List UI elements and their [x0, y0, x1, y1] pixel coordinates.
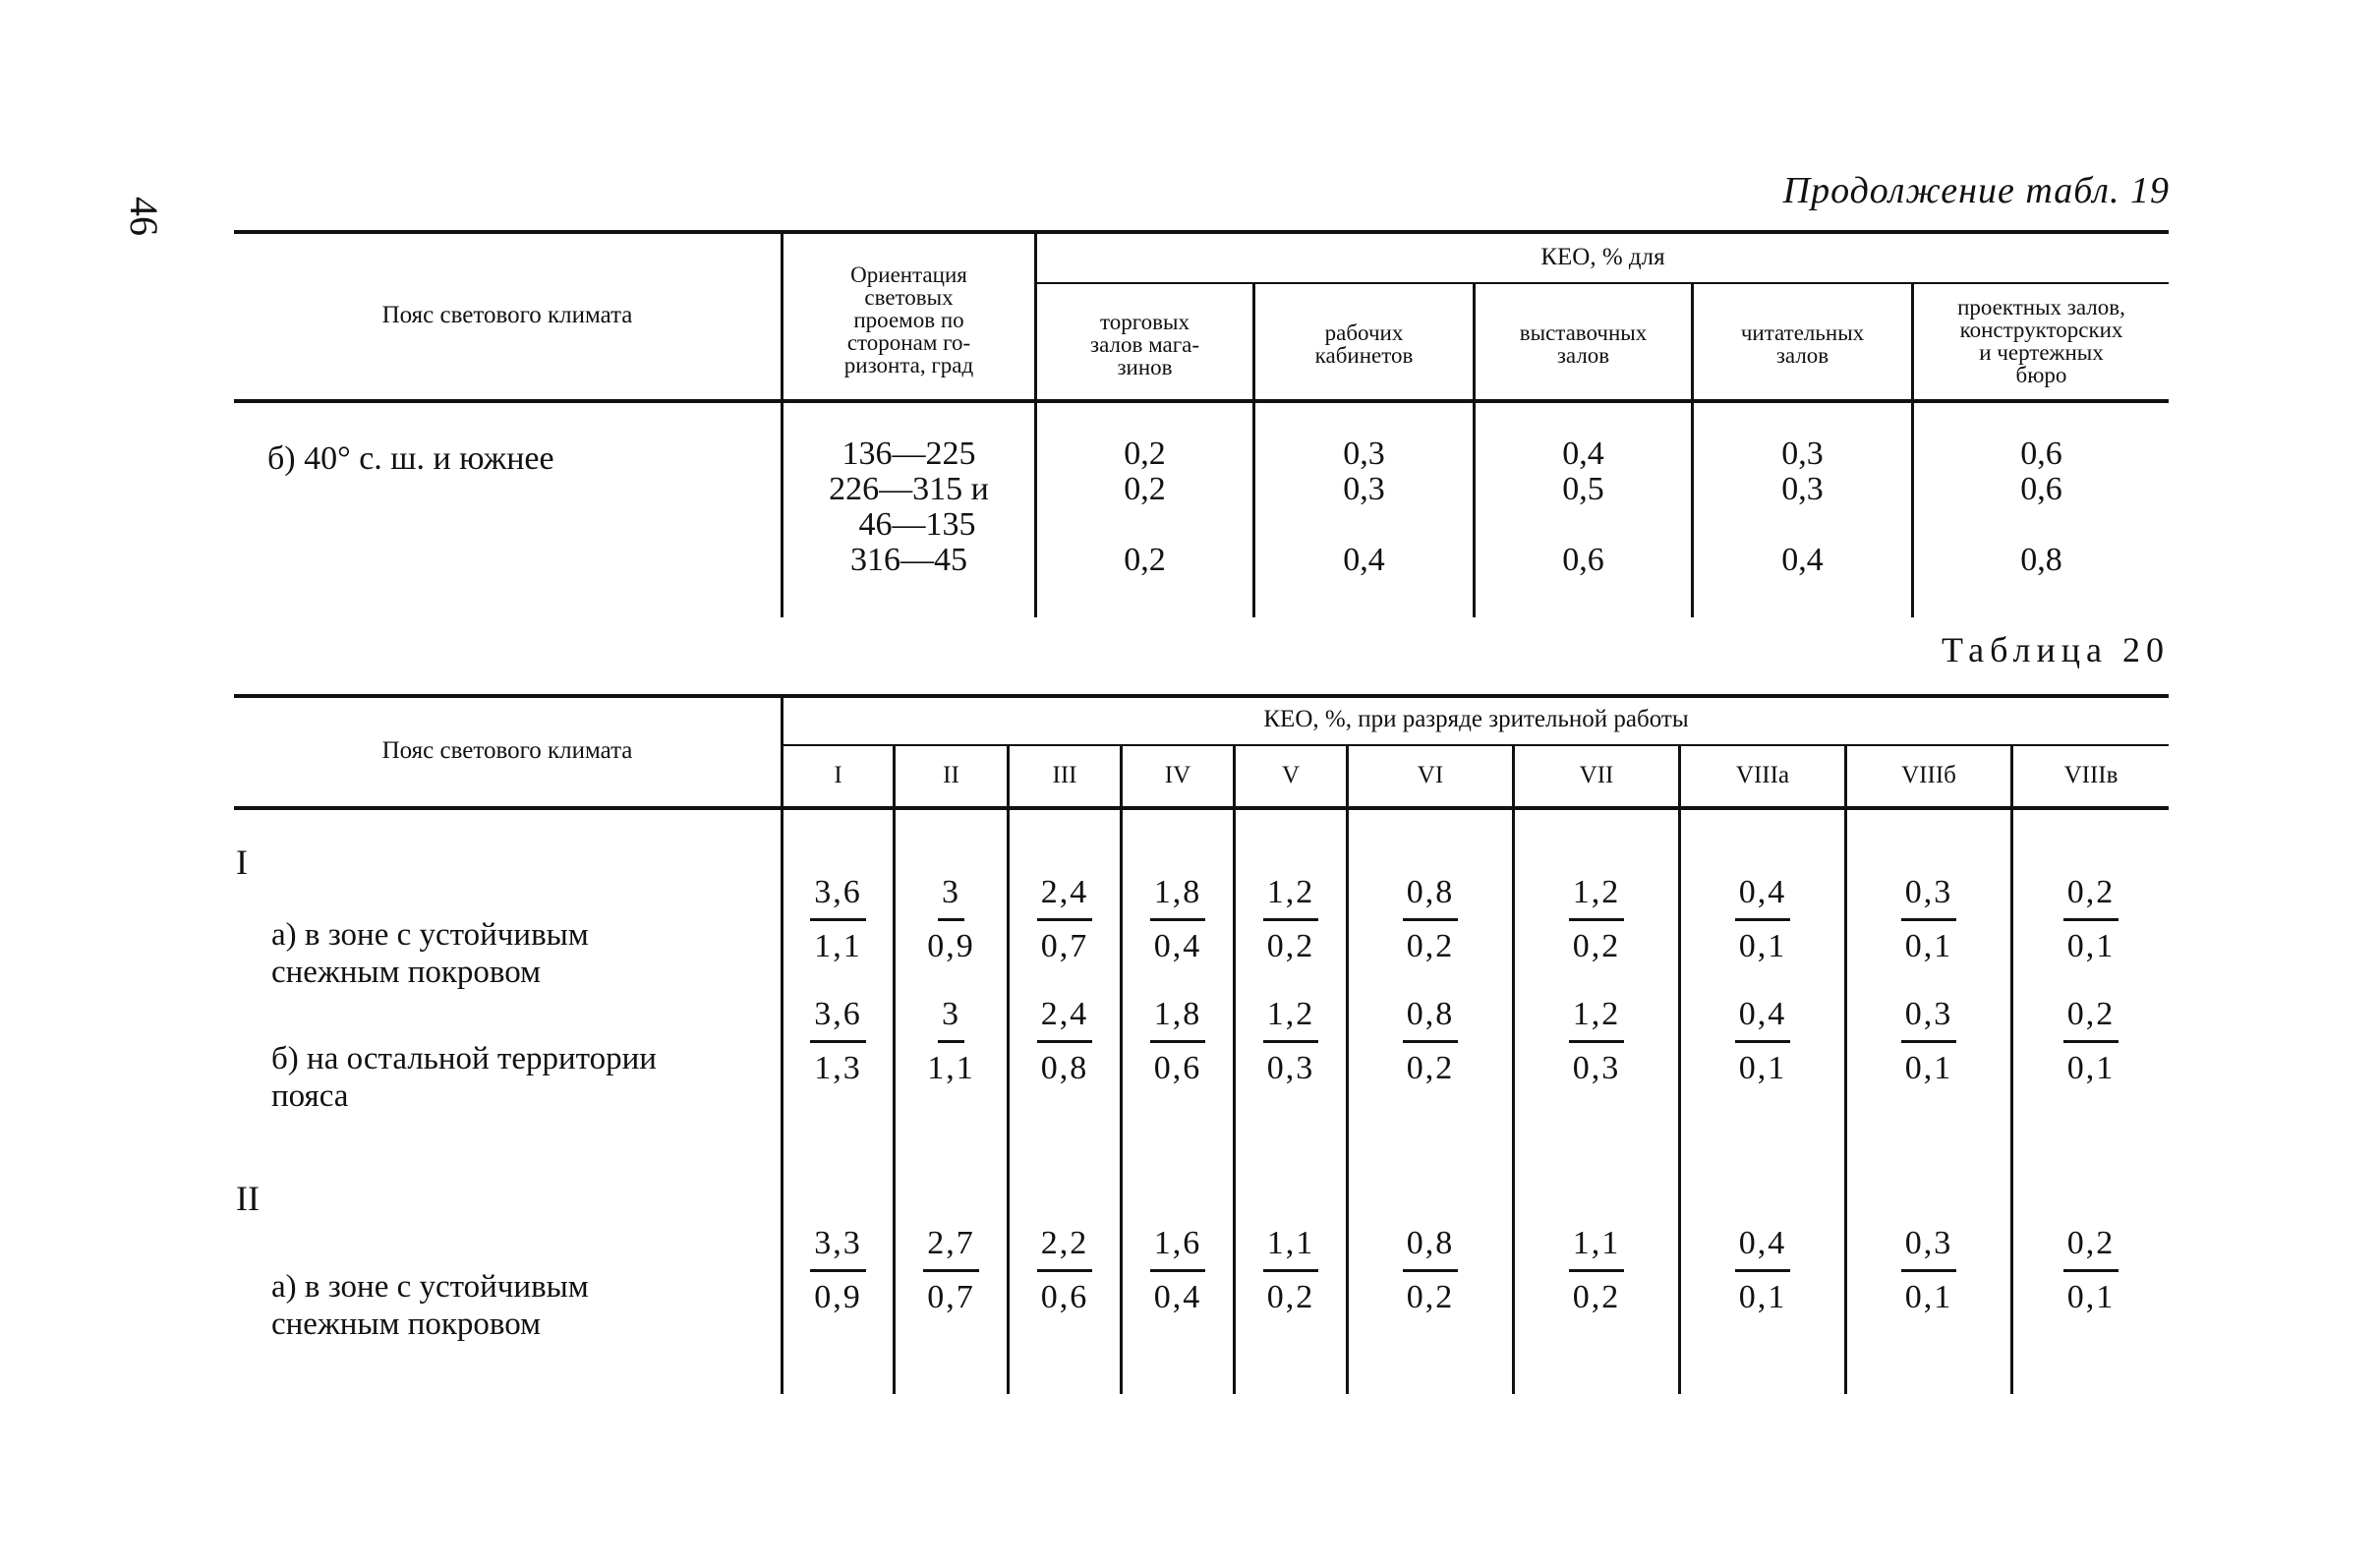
fraction-numerator: 0,3: [1901, 995, 1957, 1043]
fraction-cell: [896, 1224, 1007, 1317]
fraction-cell: [1010, 1224, 1120, 1317]
fraction-denominator: 0,2: [1406, 928, 1455, 964]
fraction-denominator: 0,6: [1153, 1050, 1202, 1086]
fraction-denominator: 0,3: [1572, 1050, 1621, 1086]
fraction-cell: [1681, 1224, 1844, 1317]
table19-header-belt: Пояс светового климата: [381, 301, 633, 328]
table20-group-label: I: [236, 842, 248, 882]
header-line: конструкторских: [1959, 318, 2123, 342]
table19-header-orientation: [784, 246, 1034, 393]
fraction-numerator: 1,1: [1263, 1224, 1319, 1272]
fraction-numerator: 0,4: [1735, 1224, 1791, 1272]
fraction-numerator: 3: [938, 873, 964, 921]
fraction-cell: [784, 873, 893, 966]
header-line: торговых: [1100, 309, 1190, 334]
orientation-line: сторонам го-: [846, 329, 971, 355]
fraction-cell: [1349, 1224, 1512, 1317]
table19-header-keo-group: КЕО, % для: [1540, 243, 1665, 270]
fraction-denominator: 0,2: [1406, 1050, 1455, 1086]
fraction-denominator: 1,1: [814, 928, 862, 964]
table19-header-col-exhibition: [1476, 295, 1691, 393]
fraction-numerator: 0,4: [1735, 873, 1791, 921]
table20-header-col-VI: VI: [1417, 761, 1444, 788]
fraction-cell: [1123, 873, 1233, 966]
fraction-denominator: 0,1: [2066, 1279, 2116, 1315]
fraction-denominator: 1,3: [814, 1050, 862, 1086]
fraction-denominator: 0,2: [1266, 928, 1315, 964]
continuation-title: Продолжение табл. 19: [1782, 170, 2170, 211]
fraction-denominator: 0,9: [814, 1279, 862, 1315]
fraction-denominator: 0,2: [1266, 1279, 1315, 1315]
row-text-line: пояса: [271, 1078, 349, 1114]
page-number: 46: [122, 197, 166, 236]
table20-row-text: [271, 1268, 753, 1343]
fraction-cell: [896, 995, 1007, 1088]
table19-header-col-offices: [1255, 295, 1473, 393]
fraction-cell: [1847, 995, 2010, 1088]
fraction-numerator: 0,2: [2063, 1224, 2119, 1272]
orientation-line: ризонта, град: [843, 352, 974, 377]
fraction-cell: [2013, 873, 2169, 966]
fraction-numerator: 2,7: [923, 1224, 979, 1272]
header-line: бюро: [2015, 363, 2067, 387]
header-line: залов мага-: [1090, 331, 1199, 357]
fraction-denominator: 0,1: [1738, 1279, 1787, 1315]
table20-header-col-IV: IV: [1164, 761, 1191, 788]
fraction-numerator: 1,6: [1150, 1224, 1206, 1272]
table20-group-label: II: [236, 1179, 260, 1218]
fraction-numerator: 1,2: [1569, 873, 1625, 921]
fraction-cell: [1236, 873, 1346, 966]
orientation-line: световых: [864, 284, 954, 310]
table20-header-keo-group: КЕО, %, при разряде зрительной работы: [1263, 705, 1689, 732]
table20-header-col-VIIIv: VIIIв: [2063, 761, 2119, 788]
table20-row-text: [271, 916, 753, 991]
fraction-numerator: 0,2: [2063, 873, 2119, 921]
fraction-numerator: 1,2: [1569, 995, 1625, 1043]
fraction-denominator: 0,2: [1406, 1279, 1455, 1315]
fraction-numerator: 1,8: [1150, 873, 1206, 921]
row-text-line: снежным покровом: [271, 1307, 542, 1342]
table20-row-text: [271, 1040, 753, 1115]
table19-row-orientation: 136—225 226—315 и 46—135 316—45: [829, 436, 989, 578]
fraction-cell: [1349, 995, 1512, 1088]
fraction-cell: [1123, 995, 1233, 1088]
fraction-cell: [1515, 873, 1678, 966]
table20-header-rule: [234, 806, 2169, 810]
fraction-cell: [1236, 1224, 1346, 1317]
row-text-line: б) на остальной территории: [271, 1041, 657, 1076]
table19-row-value: 0,3 0,3 0,4: [1781, 436, 1824, 578]
table20-header-col-VIIIa: VIIIа: [1735, 761, 1790, 788]
fraction-cell: [1010, 995, 1120, 1088]
header-line: рабочих: [1324, 320, 1404, 345]
table19-group-rule: [1034, 282, 2169, 284]
fraction-denominator: 0,2: [1572, 928, 1621, 964]
fraction-denominator: 0,1: [1738, 1050, 1787, 1086]
fraction-cell: [1847, 1224, 2010, 1317]
table20-header-col-VII: VII: [1579, 761, 1614, 788]
fraction-cell: [1847, 873, 2010, 966]
table19-row-value: 0,4 0,5 0,6: [1562, 436, 1604, 578]
fraction-numerator: 0,3: [1901, 1224, 1957, 1272]
table19-row-value: 0,2 0,2 0,2: [1124, 436, 1166, 578]
fraction-denominator: 0,4: [1153, 1279, 1202, 1315]
header-line: залов: [1775, 343, 1829, 368]
fraction-denominator: 0,2: [1572, 1279, 1621, 1315]
fraction-denominator: 0,1: [2066, 1050, 2116, 1086]
fraction-cell: [1123, 1224, 1233, 1317]
table19-header-col-design: [1914, 285, 2169, 397]
fraction-denominator: 0,1: [1738, 928, 1787, 964]
fraction-numerator: 2,4: [1037, 873, 1093, 921]
fraction-numerator: 0,8: [1403, 995, 1459, 1043]
fraction-denominator: 0,1: [1904, 1050, 1953, 1086]
fraction-numerator: 3,3: [810, 1224, 866, 1272]
fraction-numerator: 0,8: [1403, 873, 1459, 921]
fraction-numerator: 3,6: [810, 873, 866, 921]
fraction-numerator: 0,3: [1901, 873, 1957, 921]
fraction-numerator: 2,2: [1037, 1224, 1093, 1272]
fraction-denominator: 0,8: [1040, 1050, 1089, 1086]
fraction-numerator: 1,2: [1263, 995, 1319, 1043]
table20-header-col-I: I: [834, 761, 842, 788]
table20-header-belt: Пояс светового климата: [381, 736, 633, 764]
header-line: зинов: [1117, 354, 1173, 379]
fraction-cell: [1681, 873, 1844, 966]
table19-header-col-reading: [1694, 295, 1911, 393]
fraction-cell: [1010, 873, 1120, 966]
table20-title: Таблица 20: [1942, 630, 2170, 669]
fraction-numerator: 1,1: [1569, 1224, 1625, 1272]
fraction-numerator: 2,4: [1037, 995, 1093, 1043]
fraction-cell: [1681, 995, 1844, 1088]
fraction-denominator: 0,7: [1040, 928, 1089, 964]
table19-row-value: 0,3 0,3 0,4: [1343, 436, 1385, 578]
table19-row-belt: б) 40° с. ш. и южнее: [267, 440, 554, 477]
fraction-numerator: 3: [938, 995, 964, 1043]
table20-header-col-V: V: [1281, 761, 1301, 788]
fraction-numerator: 1,8: [1150, 995, 1206, 1043]
header-line: читательных: [1740, 320, 1865, 345]
orientation-line: проемов по: [853, 307, 964, 332]
fraction-cell: [1515, 995, 1678, 1088]
row-text-line: снежным покровом: [271, 955, 542, 990]
fraction-denominator: 0,4: [1153, 928, 1202, 964]
fraction-cell: [1515, 1224, 1678, 1317]
fraction-cell: [2013, 1224, 2169, 1317]
fraction-cell: [1349, 873, 1512, 966]
fraction-cell: [2013, 995, 2169, 1088]
table20-header-col-VIIIb: VIIIб: [1901, 761, 1956, 788]
row-text-line: а) в зоне с устойчивым: [271, 917, 589, 953]
table19-row-value: 0,6 0,6 0,8: [2020, 436, 2062, 578]
table20-header-col-II: II: [943, 761, 959, 788]
fraction-denominator: 1,1: [927, 1050, 975, 1086]
fraction-cell: [1236, 995, 1346, 1088]
fraction-denominator: 0,1: [1904, 928, 1953, 964]
fraction-denominator: 0,3: [1266, 1050, 1315, 1086]
fraction-numerator: 0,8: [1403, 1224, 1459, 1272]
row-text-line: а) в зоне с устойчивым: [271, 1269, 589, 1305]
table20-group-rule: [783, 744, 2169, 746]
fraction-denominator: 0,7: [927, 1279, 975, 1315]
fraction-cell: [784, 995, 893, 1088]
orientation-line: Ориентация: [850, 261, 967, 287]
header-line: проектных залов,: [1957, 295, 2125, 319]
fraction-denominator: 0,9: [927, 928, 975, 964]
header-line: и чертежных: [1979, 340, 2104, 365]
table19-header-col-shops: [1037, 295, 1252, 393]
fraction-denominator: 0,6: [1040, 1279, 1089, 1315]
fraction-denominator: 0,1: [1904, 1279, 1953, 1315]
header-line: залов: [1556, 343, 1610, 368]
fraction-cell: [896, 873, 1007, 966]
fraction-numerator: 3,6: [810, 995, 866, 1043]
fraction-numerator: 0,4: [1735, 995, 1791, 1043]
table20-header-col-III: III: [1052, 761, 1077, 788]
fraction-cell: [784, 1224, 893, 1317]
header-line: выставочных: [1519, 320, 1648, 345]
fraction-numerator: 0,2: [2063, 995, 2119, 1043]
fraction-denominator: 0,1: [2066, 928, 2116, 964]
fraction-numerator: 1,2: [1263, 873, 1319, 921]
table19-header-rule: [234, 399, 2169, 403]
header-line: кабинетов: [1314, 343, 1414, 368]
